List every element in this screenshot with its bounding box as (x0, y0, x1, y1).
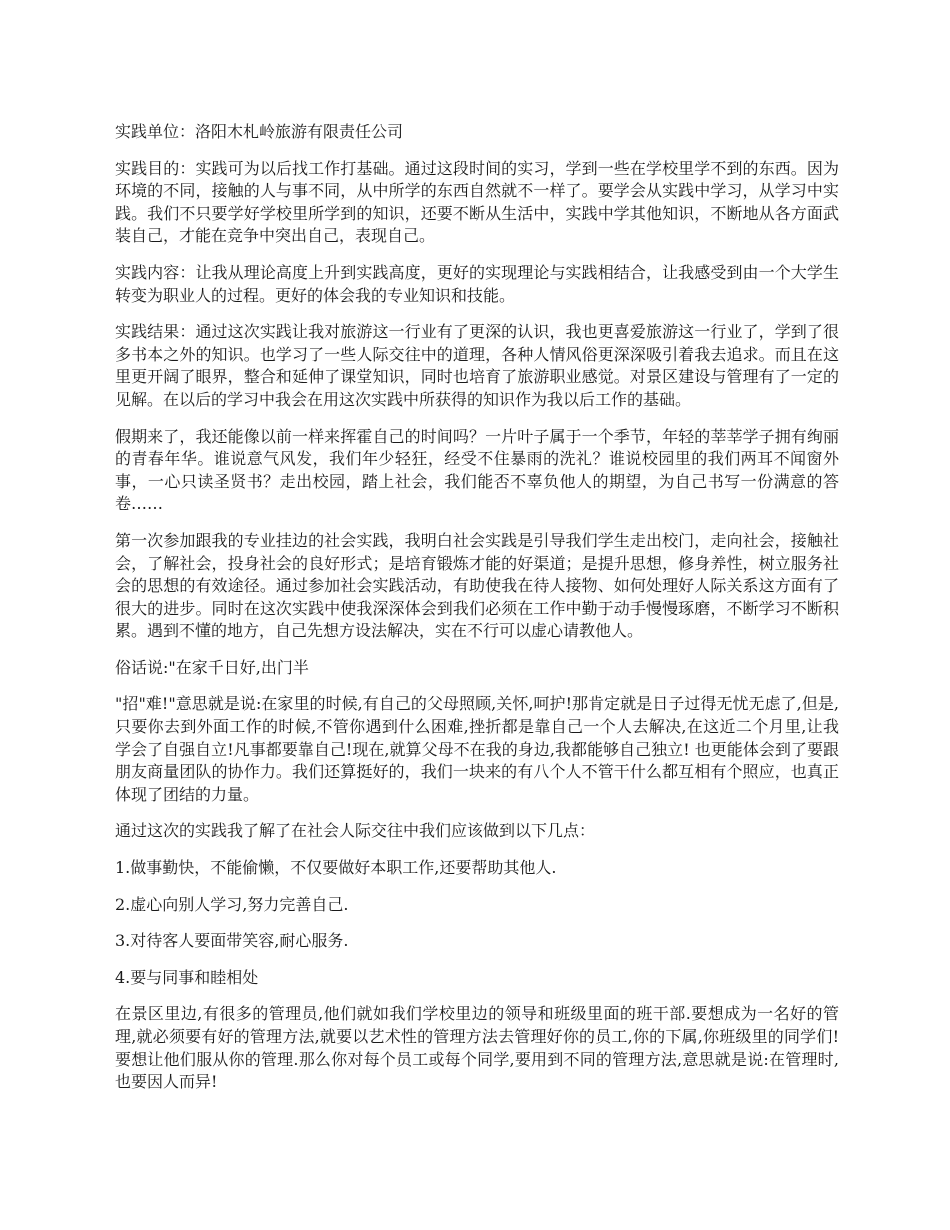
document-page (115, 121, 839, 1108)
paragraph-practice-result: 实践结果：通过这次实践让我对旅游这一行业有了更深的认识，我也更喜爱旅游这一行业了，学到了很多书本之外的知识。也学习了一些人际交往中的道理，各种人情风俗更深深吸引着我去追求。而且在这里更开阔了眼界，整合和延伸了课堂知识，同时也培育了旅游职业感觉。对景区建设与管理有了一定的见解。在以后的学习中我会在用这次实践中所获得的知识作为我以后工作的基础。 (115, 322, 839, 409)
paragraph-management: 在景区里边,有很多的管理员,他们就如我们学校里边的领导和班级里面的班干部.要想成为一名好的管理,就必须要有好的管理方法,就要以艺术性的管理方法去管理好你的员工,你的下属,你班级里的同学们!要想让他们服从你的管理.那么你对每个员工或每个同学,要用到不同的管理方法,意思就是说:在管理时,也要因人而异! (115, 1004, 839, 1092)
paragraph-practice-purpose: 实践目的：实践可为以后找工作打基础。通过这段时间的实习，学到一些在学校里学不到的东西。因为环境的不同，接触的人与事不同，从中所学的东西自然就不一样了。要学会从实践中学习，从学习中实践。我们不只要学好学校里所学到的知识，还要不断从生活中，实践中学其他知识，不断地从各方面武装自己，才能在竞争中突出自己，表现自己。 (115, 158, 839, 246)
paragraph-holiday-reflection: 假期来了，我还能像以前一样来挥霍自己的时间吗？一片叶子属于一个季节，年轻的莘莘学子拥有绚丽的青春年华。谁说意气风发，我们年少轻狂，经受不住暴雨的洗礼？谁说校园里的我们两耳不闻窗外事，一心只读圣贤书？走出校园，踏上社会，我们能否不辜负他人的期望，为自己书写一份满意的答卷…… (115, 426, 839, 514)
paragraph-self-reliance: "招"难!"意思就是说:在家里的时候,有自己的父母照顾,关怀,呵护!那肯定就是日子过得无忧无虑了,但是,只要你去到外面工作的时候,不管你遇到什么困难,挫折都是靠自己一个人去解决,在这近二个月里,让我学会了自强自立!凡事都要靠自己!现在,就算父母不在我的身边,我都能够自己独立! 也更能体会到了要跟朋友商量团队的协作力。我们还算挺好的，我们一块来的有八个人不管干什么都互相有个照应，也真正体现了团结的力量。 (115, 694, 839, 804)
paragraph-practice-unit: 实践单位：洛阳木札岭旅游有限责任公司 (115, 122, 404, 141)
list-item-1: 1.做事勤快，不能偷懒，不仅要做好本职工作,还要帮助其他人. (115, 858, 557, 878)
list-item-4: 4.要与同事和睦相处 (115, 967, 259, 987)
list-item-2: 2.虚心向别人学习,努力完善自己. (115, 894, 349, 914)
paragraph-lessons-intro: 通过这次的实践我了解了在社会人际交往中我们应该做到以下几点： (115, 821, 596, 841)
paragraph-practice-content: 实践内容：让我从理论高度上升到实践高度，更好的实现理论与实践相结合，让我感受到由一个大学生转变为职业人的过程。更好的体会我的专业知识和技能。 (115, 262, 839, 305)
list-item-3: 3.对待客人要面带笑容,耐心服务. (115, 931, 349, 951)
paragraph-proverb: 俗话说:"在家千日好,出门半 (115, 657, 309, 677)
paragraph-first-practice: 第一次参加跟我的专业挂边的社会实践，我明白社会实践是引导我们学生走出校门，走向社会，接触社会，了解社会，投身社会的良好形式；是培育锻炼才能的好渠道；是提升思想，修身养性，树立服务社会的思想的有效途径。通过参加社会实践活动，有助使我在待人接物、如何处理好人际关系这方面有了很大的进步。同时在这次实践中使我深深体会到我们必须在工作中勤于动手慢慢琢磨，不断学习不断积累。遇到不懂的地方，自己先想方设法解决，实在不行可以虚心请教他人。 (115, 530, 839, 641)
